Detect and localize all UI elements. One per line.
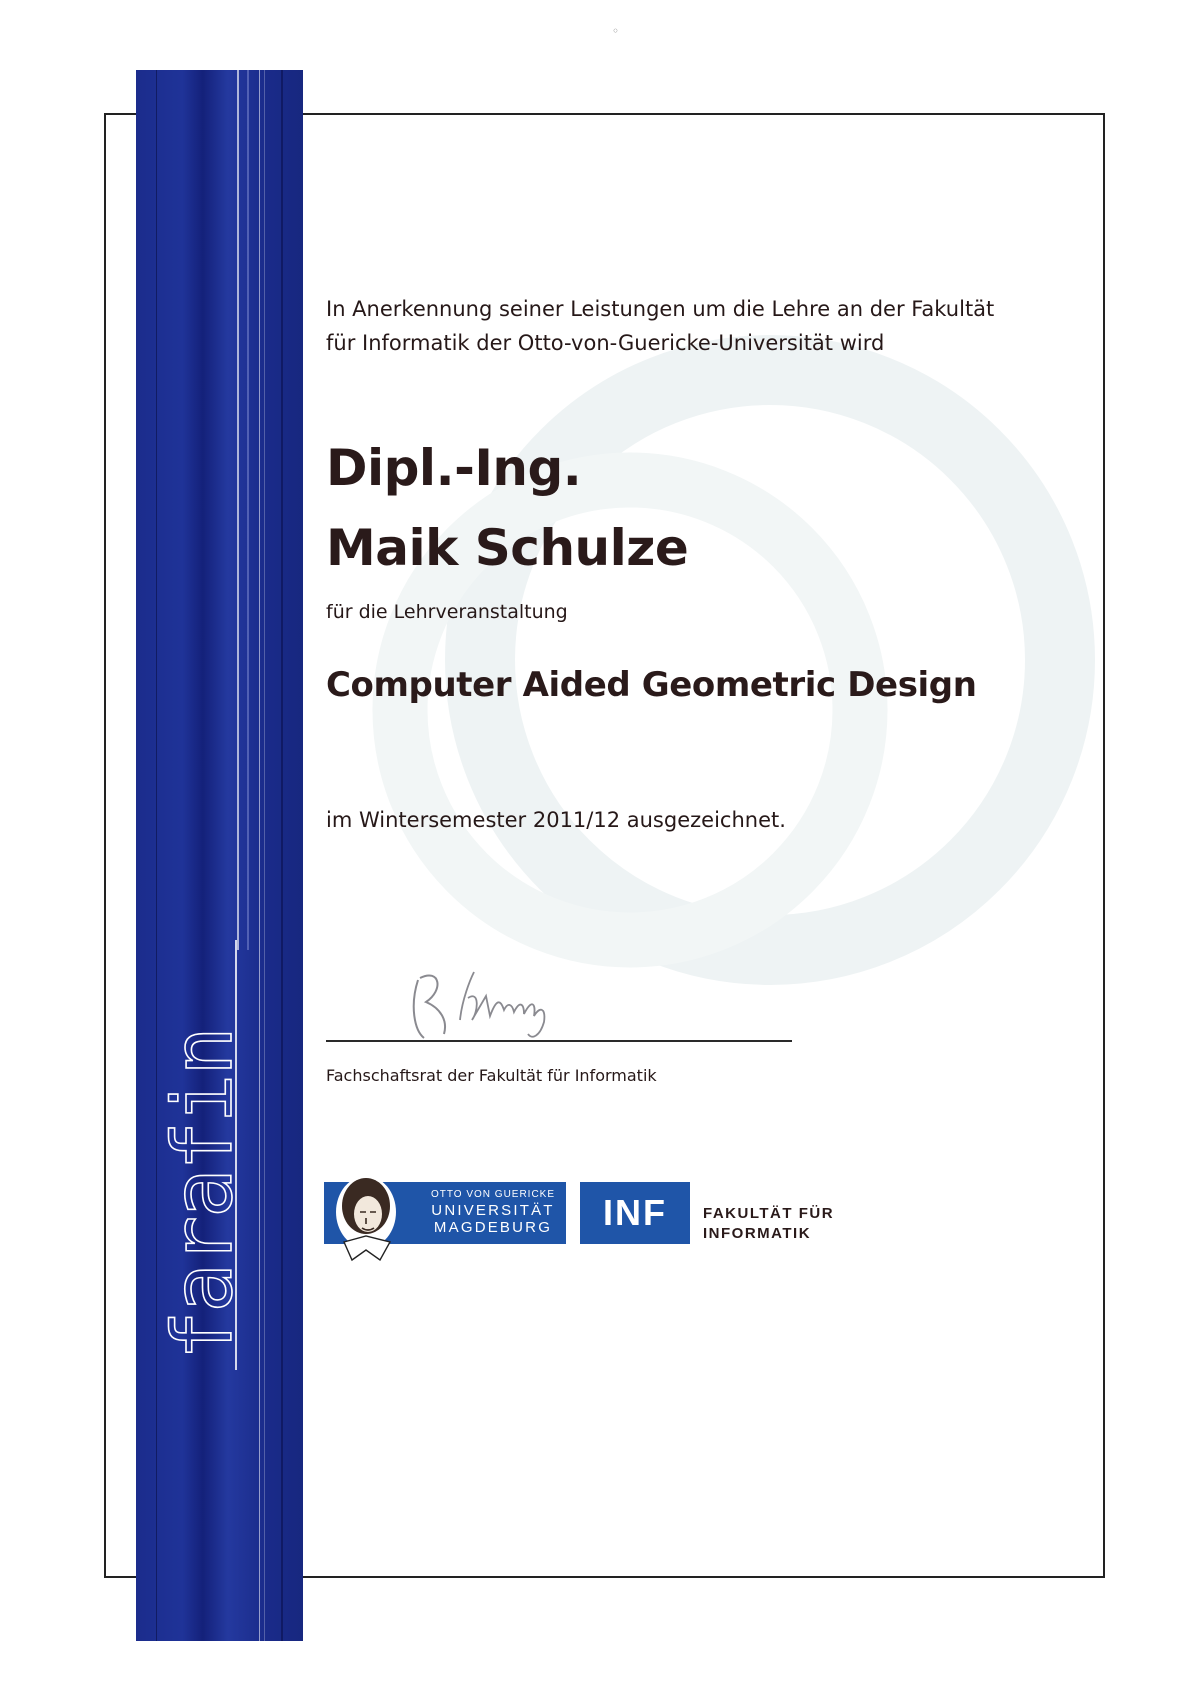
ovgu-line-1: UNIVERSITÄT <box>431 1202 555 1219</box>
faculty-line-2: INFORMATIK <box>703 1225 812 1242</box>
intro-line-1: In Anerkennung seiner Leistungen um die Lehre an der Fakultät <box>326 297 995 321</box>
recipient-name: Maik Schulze <box>326 519 689 577</box>
signature-caption: Fachschaftsrat der Fakultät für Informatik <box>326 1066 657 1085</box>
course-title: Computer Aided Geometric Design <box>326 665 977 705</box>
signature-line <box>326 1040 792 1042</box>
course-label: für die Lehrveranstaltung <box>326 601 568 623</box>
inf-logo: INF <box>580 1182 690 1244</box>
farafin-logo-text: farafin <box>156 1028 251 1360</box>
ovgu-wordmark <box>425 1188 561 1236</box>
farafin-logo <box>136 70 303 1641</box>
recipient <box>326 428 1086 588</box>
guericke-portrait-icon <box>330 1172 410 1266</box>
intro-line-2: für Informatik der Otto-von-Guericke-Universität wird <box>326 331 885 355</box>
ovgu-line-2: MAGDEBURG <box>433 1219 553 1236</box>
faculty-line-1: FAKULTÄT FÜR <box>703 1205 835 1222</box>
scan-speck: ◦ <box>612 24 620 38</box>
intro-text <box>326 292 1086 360</box>
ovgu-small-line: OTTO VON GUERICKE <box>430 1189 556 1200</box>
semester-line: im Wintersemester 2011/12 ausgezeichnet. <box>326 808 786 832</box>
recipient-title: Dipl.-Ing. <box>326 439 582 497</box>
faculty-name <box>703 1204 834 1244</box>
side-band <box>136 70 303 1641</box>
handwritten-signature <box>400 950 590 1045</box>
